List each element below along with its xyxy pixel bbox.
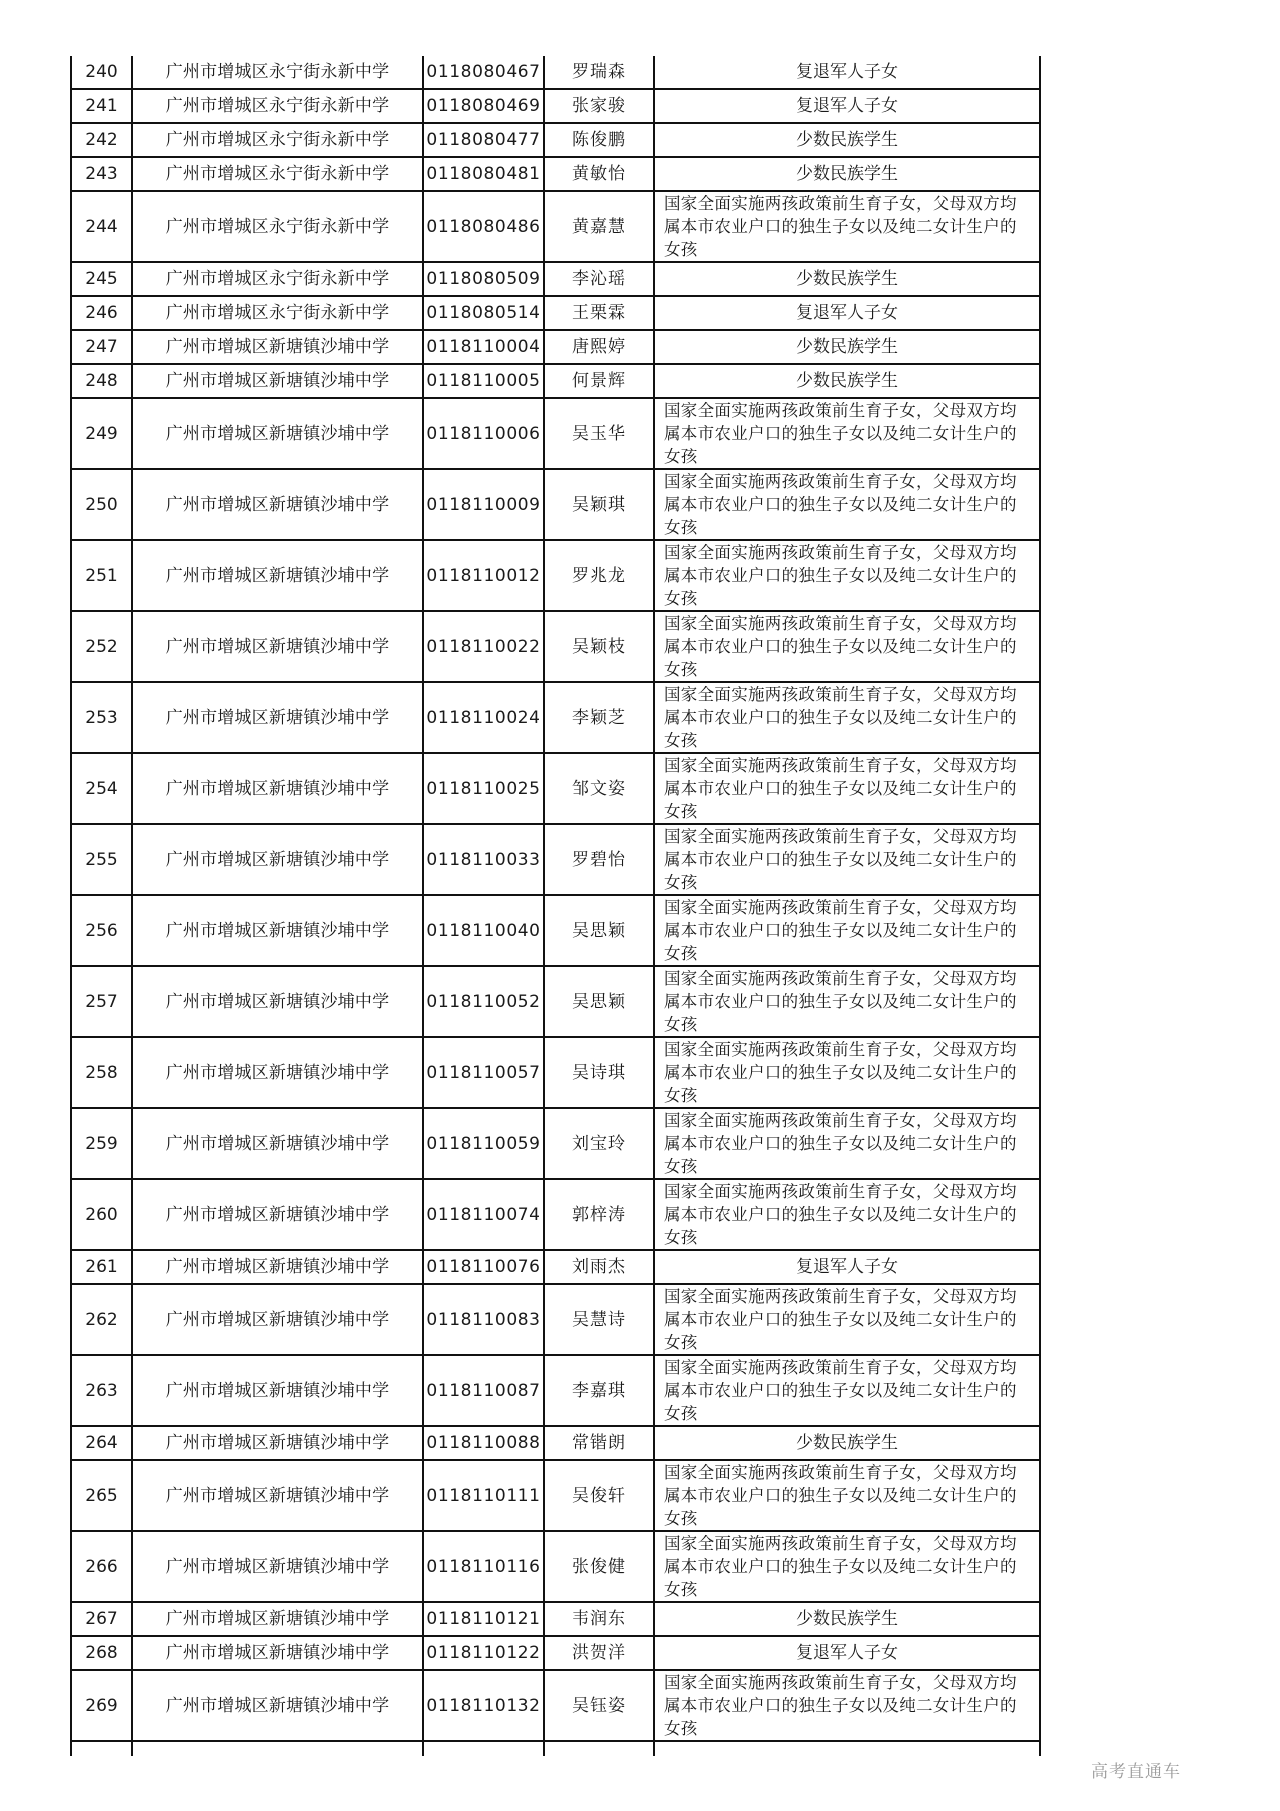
table-row xyxy=(71,469,1040,540)
exam-id-cell: 0118110059 xyxy=(423,1108,544,1179)
student-name-cell: 黄敏怡 xyxy=(544,157,654,191)
seq-cell: 246 xyxy=(71,296,132,330)
seq-cell: 266 xyxy=(71,1531,132,1602)
student-name-cell: 洪贺洋 xyxy=(544,1636,654,1670)
seq-cell: 265 xyxy=(71,1460,132,1531)
exam-id-cell: 0118080467 xyxy=(423,56,544,89)
table-row xyxy=(71,1670,1040,1741)
table-row xyxy=(71,895,1040,966)
empty-cell xyxy=(423,1741,544,1756)
category-cell: 少数民族学生 xyxy=(654,330,1040,364)
empty-cell xyxy=(654,1741,1040,1756)
seq-cell: 243 xyxy=(71,157,132,191)
exam-id-cell: 0118080486 xyxy=(423,191,544,262)
student-name-cell: 吴诗琪 xyxy=(544,1037,654,1108)
student-name-cell: 邹文姿 xyxy=(544,753,654,824)
table-row xyxy=(71,753,1040,824)
exam-id-cell: 0118110087 xyxy=(423,1355,544,1426)
exam-id-cell: 0118110005 xyxy=(423,364,544,398)
category-cell: 国家全面实施两孩政策前生育子女，父母双方均属本市农业户口的独生子女以及纯二女计生户的女孩 xyxy=(654,753,1040,824)
category-cell: 国家全面实施两孩政策前生育子女，父母双方均属本市农业户口的独生子女以及纯二女计生户的女孩 xyxy=(654,824,1040,895)
category-cell: 国家全面实施两孩政策前生育子女，父母双方均属本市农业户口的独生子女以及纯二女计生户的女孩 xyxy=(654,1179,1040,1250)
seq-cell: 269 xyxy=(71,1670,132,1741)
student-name-cell: 吴俊轩 xyxy=(544,1460,654,1531)
category-cell: 国家全面实施两孩政策前生育子女，父母双方均属本市农业户口的独生子女以及纯二女计生户的女孩 xyxy=(654,966,1040,1037)
student-name-cell: 张家骏 xyxy=(544,89,654,123)
category-cell: 国家全面实施两孩政策前生育子女，父母双方均属本市农业户口的独生子女以及纯二女计生户的女孩 xyxy=(654,611,1040,682)
seq-cell: 264 xyxy=(71,1426,132,1460)
category-cell: 少数民族学生 xyxy=(654,1426,1040,1460)
seq-cell: 250 xyxy=(71,469,132,540)
seq-cell: 260 xyxy=(71,1179,132,1250)
school-cell: 广州市增城区新塘镇沙埔中学 xyxy=(132,1460,423,1531)
student-name-cell: 陈俊鹏 xyxy=(544,123,654,157)
table-row xyxy=(71,824,1040,895)
student-name-cell: 李颖芝 xyxy=(544,682,654,753)
school-cell: 广州市增城区永宁街永新中学 xyxy=(132,296,423,330)
category-cell: 国家全面实施两孩政策前生育子女，父母双方均属本市农业户口的独生子女以及纯二女计生户的女孩 xyxy=(654,191,1040,262)
school-cell: 广州市增城区新塘镇沙埔中学 xyxy=(132,1037,423,1108)
exam-id-cell: 0118110024 xyxy=(423,682,544,753)
seq-cell: 258 xyxy=(71,1037,132,1108)
exam-id-cell: 0118080477 xyxy=(423,123,544,157)
seq-cell: 261 xyxy=(71,1250,132,1284)
school-cell: 广州市增城区新塘镇沙埔中学 xyxy=(132,1179,423,1250)
seq-cell: 249 xyxy=(71,398,132,469)
table-row xyxy=(71,56,1040,89)
school-cell: 广州市增城区新塘镇沙埔中学 xyxy=(132,1670,423,1741)
category-cell: 国家全面实施两孩政策前生育子女，父母双方均属本市农业户口的独生子女以及纯二女计生户的女孩 xyxy=(654,1460,1040,1531)
table-row xyxy=(71,1108,1040,1179)
table-row xyxy=(71,1602,1040,1636)
seq-cell: 267 xyxy=(71,1602,132,1636)
exam-id-cell: 0118110088 xyxy=(423,1426,544,1460)
table-row xyxy=(71,1636,1040,1670)
category-cell: 国家全面实施两孩政策前生育子女，父母双方均属本市农业户口的独生子女以及纯二女计生户的女孩 xyxy=(654,1037,1040,1108)
seq-cell: 253 xyxy=(71,682,132,753)
school-cell: 广州市增城区新塘镇沙埔中学 xyxy=(132,824,423,895)
table-row xyxy=(71,89,1040,123)
school-cell: 广州市增城区新塘镇沙埔中学 xyxy=(132,1531,423,1602)
table-row xyxy=(71,296,1040,330)
exam-id-cell: 0118080509 xyxy=(423,262,544,296)
table-row xyxy=(71,540,1040,611)
student-name-cell: 吴慧诗 xyxy=(544,1284,654,1355)
exam-id-cell: 0118110057 xyxy=(423,1037,544,1108)
student-name-cell: 吴钰姿 xyxy=(544,1670,654,1741)
seq-cell: 248 xyxy=(71,364,132,398)
exam-id-cell: 0118110132 xyxy=(423,1670,544,1741)
student-roster-table xyxy=(70,56,1041,1756)
student-name-cell: 吴颖琪 xyxy=(544,469,654,540)
category-cell: 复退军人子女 xyxy=(654,89,1040,123)
category-cell: 复退军人子女 xyxy=(654,296,1040,330)
seq-cell: 242 xyxy=(71,123,132,157)
school-cell: 广州市增城区永宁街永新中学 xyxy=(132,157,423,191)
exam-id-cell: 0118110111 xyxy=(423,1460,544,1531)
seq-cell: 251 xyxy=(71,540,132,611)
school-cell: 广州市增城区新塘镇沙埔中学 xyxy=(132,611,423,682)
category-cell: 国家全面实施两孩政策前生育子女，父母双方均属本市农业户口的独生子女以及纯二女计生户的女孩 xyxy=(654,1284,1040,1355)
student-name-cell: 刘宝玲 xyxy=(544,1108,654,1179)
school-cell: 广州市增城区新塘镇沙埔中学 xyxy=(132,753,423,824)
empty-cell xyxy=(132,1741,423,1756)
category-cell: 国家全面实施两孩政策前生育子女，父母双方均属本市农业户口的独生子女以及纯二女计生户的女孩 xyxy=(654,1670,1040,1741)
school-cell: 广州市增城区永宁街永新中学 xyxy=(132,262,423,296)
school-cell: 广州市增城区新塘镇沙埔中学 xyxy=(132,1108,423,1179)
exam-id-cell: 0118080481 xyxy=(423,157,544,191)
seq-cell: 254 xyxy=(71,753,132,824)
table-row xyxy=(71,123,1040,157)
school-cell: 广州市增城区新塘镇沙埔中学 xyxy=(132,469,423,540)
category-cell: 少数民族学生 xyxy=(654,1602,1040,1636)
exam-id-cell: 0118110025 xyxy=(423,753,544,824)
category-cell: 国家全面实施两孩政策前生育子女，父母双方均属本市农业户口的独生子女以及纯二女计生户的女孩 xyxy=(654,1355,1040,1426)
school-cell: 广州市增城区永宁街永新中学 xyxy=(132,56,423,89)
table-continuation-row xyxy=(71,1741,1040,1756)
student-name-cell: 王栗霖 xyxy=(544,296,654,330)
exam-id-cell: 0118110074 xyxy=(423,1179,544,1250)
table-row xyxy=(71,1284,1040,1355)
category-cell: 国家全面实施两孩政策前生育子女，父母双方均属本市农业户口的独生子女以及纯二女计生户的女孩 xyxy=(654,682,1040,753)
category-cell: 国家全面实施两孩政策前生育子女，父母双方均属本市农业户口的独生子女以及纯二女计生户的女孩 xyxy=(654,469,1040,540)
category-cell: 国家全面实施两孩政策前生育子女，父母双方均属本市农业户口的独生子女以及纯二女计生户的女孩 xyxy=(654,1108,1040,1179)
table-row xyxy=(71,364,1040,398)
watermark: 高考直通车 xyxy=(1091,1762,1181,1782)
school-cell: 广州市增城区新塘镇沙埔中学 xyxy=(132,966,423,1037)
table-row xyxy=(71,262,1040,296)
category-cell: 国家全面实施两孩政策前生育子女，父母双方均属本市农业户口的独生子女以及纯二女计生户的女孩 xyxy=(654,398,1040,469)
table-row xyxy=(71,1355,1040,1426)
school-cell: 广州市增城区永宁街永新中学 xyxy=(132,123,423,157)
category-cell: 国家全面实施两孩政策前生育子女，父母双方均属本市农业户口的独生子女以及纯二女计生户的女孩 xyxy=(654,895,1040,966)
empty-cell xyxy=(544,1741,654,1756)
table-row xyxy=(71,191,1040,262)
exam-id-cell: 0118080514 xyxy=(423,296,544,330)
student-name-cell: 吴思颖 xyxy=(544,895,654,966)
category-cell: 国家全面实施两孩政策前生育子女，父母双方均属本市农业户口的独生子女以及纯二女计生户的女孩 xyxy=(654,1531,1040,1602)
table-row xyxy=(71,1037,1040,1108)
table-row xyxy=(71,1179,1040,1250)
seq-cell: 241 xyxy=(71,89,132,123)
student-name-cell: 韦润东 xyxy=(544,1602,654,1636)
school-cell: 广州市增城区新塘镇沙埔中学 xyxy=(132,1602,423,1636)
exam-id-cell: 0118110033 xyxy=(423,824,544,895)
category-cell: 少数民族学生 xyxy=(654,157,1040,191)
student-name-cell: 唐熙婷 xyxy=(544,330,654,364)
seq-cell: 256 xyxy=(71,895,132,966)
category-cell: 国家全面实施两孩政策前生育子女，父母双方均属本市农业户口的独生子女以及纯二女计生户的女孩 xyxy=(654,540,1040,611)
school-cell: 广州市增城区新塘镇沙埔中学 xyxy=(132,1284,423,1355)
category-cell: 复退军人子女 xyxy=(654,56,1040,89)
exam-id-cell: 0118110052 xyxy=(423,966,544,1037)
student-name-cell: 李沁瑶 xyxy=(544,262,654,296)
student-name-cell: 何景辉 xyxy=(544,364,654,398)
student-name-cell: 吴思颖 xyxy=(544,966,654,1037)
exam-id-cell: 0118110076 xyxy=(423,1250,544,1284)
table-row xyxy=(71,1531,1040,1602)
category-cell: 复退军人子女 xyxy=(654,1636,1040,1670)
exam-id-cell: 0118080469 xyxy=(423,89,544,123)
student-name-cell: 罗瑞森 xyxy=(544,56,654,89)
exam-id-cell: 0118110012 xyxy=(423,540,544,611)
student-name-cell: 李嘉琪 xyxy=(544,1355,654,1426)
student-name-cell: 黄嘉慧 xyxy=(544,191,654,262)
school-cell: 广州市增城区新塘镇沙埔中学 xyxy=(132,364,423,398)
school-cell: 广州市增城区新塘镇沙埔中学 xyxy=(132,1250,423,1284)
exam-id-cell: 0118110006 xyxy=(423,398,544,469)
student-name-cell: 刘雨杰 xyxy=(544,1250,654,1284)
empty-cell xyxy=(71,1741,132,1756)
seq-cell: 240 xyxy=(71,56,132,89)
school-cell: 广州市增城区新塘镇沙埔中学 xyxy=(132,540,423,611)
exam-id-cell: 0118110004 xyxy=(423,330,544,364)
school-cell: 广州市增城区永宁街永新中学 xyxy=(132,191,423,262)
seq-cell: 257 xyxy=(71,966,132,1037)
student-name-cell: 吴颖枝 xyxy=(544,611,654,682)
seq-cell: 255 xyxy=(71,824,132,895)
student-name-cell: 张俊健 xyxy=(544,1531,654,1602)
school-cell: 广州市增城区新塘镇沙埔中学 xyxy=(132,1636,423,1670)
roster-body xyxy=(71,56,1040,1756)
table-row xyxy=(71,611,1040,682)
table-row xyxy=(71,966,1040,1037)
seq-cell: 268 xyxy=(71,1636,132,1670)
school-cell: 广州市增城区新塘镇沙埔中学 xyxy=(132,895,423,966)
seq-cell: 245 xyxy=(71,262,132,296)
student-name-cell: 罗碧怡 xyxy=(544,824,654,895)
school-cell: 广州市增城区新塘镇沙埔中学 xyxy=(132,682,423,753)
category-cell: 少数民族学生 xyxy=(654,262,1040,296)
table-row xyxy=(71,398,1040,469)
exam-id-cell: 0118110083 xyxy=(423,1284,544,1355)
student-name-cell: 常锴朗 xyxy=(544,1426,654,1460)
school-cell: 广州市增城区永宁街永新中学 xyxy=(132,89,423,123)
table-row xyxy=(71,682,1040,753)
seq-cell: 247 xyxy=(71,330,132,364)
exam-id-cell: 0118110121 xyxy=(423,1602,544,1636)
student-name-cell: 郭梓涛 xyxy=(544,1179,654,1250)
exam-id-cell: 0118110122 xyxy=(423,1636,544,1670)
table-row xyxy=(71,1460,1040,1531)
category-cell: 少数民族学生 xyxy=(654,364,1040,398)
seq-cell: 259 xyxy=(71,1108,132,1179)
school-cell: 广州市增城区新塘镇沙埔中学 xyxy=(132,1355,423,1426)
school-cell: 广州市增城区新塘镇沙埔中学 xyxy=(132,398,423,469)
seq-cell: 252 xyxy=(71,611,132,682)
category-cell: 复退军人子女 xyxy=(654,1250,1040,1284)
school-cell: 广州市增城区新塘镇沙埔中学 xyxy=(132,1426,423,1460)
seq-cell: 262 xyxy=(71,1284,132,1355)
category-cell: 少数民族学生 xyxy=(654,123,1040,157)
seq-cell: 244 xyxy=(71,191,132,262)
student-name-cell: 吴玉华 xyxy=(544,398,654,469)
exam-id-cell: 0118110009 xyxy=(423,469,544,540)
table-row xyxy=(71,330,1040,364)
exam-id-cell: 0118110022 xyxy=(423,611,544,682)
table-row xyxy=(71,1250,1040,1284)
table-row xyxy=(71,157,1040,191)
school-cell: 广州市增城区新塘镇沙埔中学 xyxy=(132,330,423,364)
seq-cell: 263 xyxy=(71,1355,132,1426)
student-name-cell: 罗兆龙 xyxy=(544,540,654,611)
table-row xyxy=(71,1426,1040,1460)
exam-id-cell: 0118110040 xyxy=(423,895,544,966)
exam-id-cell: 0118110116 xyxy=(423,1531,544,1602)
